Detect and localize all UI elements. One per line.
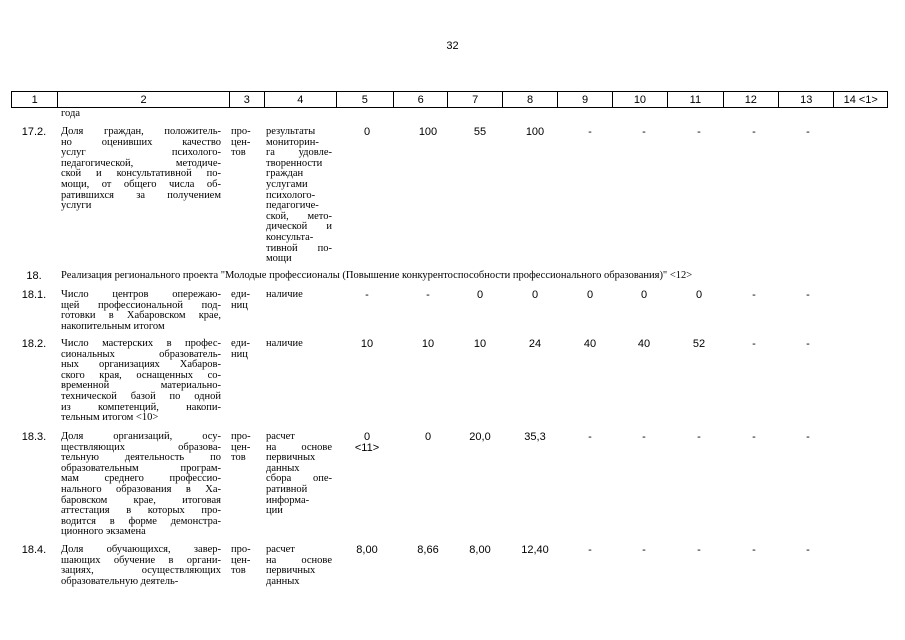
row-number: 18.2.: [21, 338, 47, 350]
value-cell: -: [697, 544, 701, 556]
method: [266, 339, 332, 350]
indicator-name: [61, 432, 221, 538]
cell-line: тов: [231, 147, 246, 159]
value-cell: -: [365, 289, 369, 301]
cell-line: мощи, от общего числа об-: [61, 178, 221, 190]
col-header: 3: [229, 92, 264, 108]
col-header: 2: [58, 92, 229, 108]
col-header: 11: [668, 92, 723, 108]
continuation-text: года: [61, 108, 80, 119]
cell-line: зациях, осуществляющих: [61, 565, 221, 577]
unit: [231, 127, 257, 159]
table-header-row: [11, 91, 888, 108]
cell-line: про-: [231, 126, 251, 137]
col-header: 7: [448, 92, 502, 108]
cell-line: готовки в Хабаровском крае,: [61, 310, 221, 322]
row-number: 18.1.: [21, 289, 47, 301]
value-cell: -: [806, 338, 810, 350]
cell-line: расчет: [266, 544, 295, 555]
col-header: 13: [779, 92, 834, 108]
value-cell: 0 <11>: [354, 431, 380, 454]
cell-line: еди-: [231, 338, 250, 349]
cell-line: ществляющих образова-: [61, 441, 221, 453]
method: [266, 290, 332, 301]
cell-line: мониторин-: [266, 136, 319, 148]
value-cell: 40: [583, 338, 597, 350]
value-cell: 0: [586, 289, 594, 301]
cell-line: про-: [231, 544, 251, 555]
value-cell: -: [697, 126, 701, 138]
value-cell: -: [588, 544, 592, 556]
cell-line: из компетенций, накопи-: [61, 401, 221, 413]
value-cell: -: [588, 431, 592, 443]
cell-line: первичных: [266, 565, 316, 577]
cell-line: ского края, оснащенных со-: [61, 369, 221, 381]
cell-line: данных: [266, 575, 300, 587]
cell-line: мощи: [266, 253, 292, 265]
value-cell: 0: [531, 289, 539, 301]
cell-line: услугами: [266, 178, 308, 190]
cell-line: наличие: [266, 338, 303, 349]
cell-line: тов: [231, 565, 246, 577]
unit: [231, 545, 257, 577]
value-cell: 20,0: [469, 431, 491, 443]
row-number: 18.4.: [21, 544, 47, 556]
cell-line: цен-: [231, 136, 251, 148]
value-cell: 10: [360, 338, 374, 350]
value-cell: -: [752, 289, 756, 301]
cell-line: аттестация в которых про-: [61, 505, 221, 517]
cell-line: цен-: [231, 441, 251, 453]
cell-line: информа-: [266, 494, 310, 506]
cell-line: результаты: [266, 126, 316, 137]
col-header: 9: [558, 92, 612, 108]
cell-line: шающих обучение в органи-: [61, 554, 221, 566]
col-header: 8: [502, 92, 557, 108]
value-cell: 12,40: [521, 544, 549, 556]
value-cell: -: [752, 126, 756, 138]
unit: [231, 339, 257, 360]
value-cell: 100: [418, 126, 438, 138]
cell-line: психолого-: [266, 189, 316, 201]
cell-line: ных организациях Хабаров-: [61, 359, 221, 371]
cell-line: педагогиче-: [266, 200, 319, 212]
cell-line: Число мастерских в профес-: [61, 338, 221, 349]
cell-line: цен-: [231, 554, 251, 566]
indicator-name: [61, 545, 221, 587]
cell-line: временной материально-: [61, 380, 221, 392]
unit: [231, 290, 257, 311]
cell-line: ционного экзамена: [61, 526, 146, 538]
indicator-name: [61, 127, 221, 212]
value-cell: -: [426, 289, 430, 301]
value-cell: -: [752, 431, 756, 443]
value-cell: 52: [692, 338, 706, 350]
cell-line: Доля обучающихся, завер-: [61, 544, 221, 555]
value-cell: 40: [637, 338, 651, 350]
cell-line: тов: [231, 452, 246, 464]
value-cell: 0: [640, 289, 648, 301]
value-cell: 35,3: [524, 431, 546, 443]
cell-line: Доля организаций, осу-: [61, 431, 221, 442]
method: [266, 127, 332, 265]
row-number: 18.3.: [21, 431, 47, 443]
value-cell: 0: [363, 126, 371, 138]
value-cell: 0: [695, 289, 703, 301]
cell-line: Доля граждан, положитель-: [61, 126, 221, 137]
cell-line: образовательную деятель-: [61, 575, 179, 587]
cell-line: ративной: [266, 483, 308, 495]
cell-line: га удовле-: [266, 147, 332, 159]
row-number: 17.2.: [21, 126, 47, 138]
cell-line: Число центров опережаю-: [61, 289, 221, 300]
value-cell: 55: [473, 126, 487, 138]
indicator-name: [61, 290, 221, 332]
value-cell: 24: [528, 338, 542, 350]
col-header: 14 <1>: [834, 92, 888, 108]
value-cell: 0: [424, 431, 432, 443]
value-cell: -: [806, 544, 810, 556]
cell-line: тельную деятельность по: [61, 452, 221, 464]
value-cell: 100: [525, 126, 545, 138]
cell-line: данных: [266, 462, 300, 474]
cell-line: сбора опе-: [266, 473, 332, 485]
cell-line: тивной по-: [266, 242, 332, 254]
cell-line: услуги: [61, 200, 92, 212]
cell-line: водится в форме демонстра-: [61, 515, 221, 527]
method: [266, 432, 332, 517]
value-cell: -: [697, 431, 701, 443]
cell-line: еди-: [231, 289, 250, 300]
cell-line: баровском крае, итоговая: [61, 494, 221, 506]
value-cell: 8,00: [469, 544, 491, 556]
value-cell: -: [588, 126, 592, 138]
page-number: 32: [446, 40, 459, 52]
indicator-name: [61, 339, 221, 424]
value-cell: 8,66: [417, 544, 439, 556]
method: [266, 545, 332, 587]
value-cell: -: [806, 126, 810, 138]
value-cell: -: [642, 431, 646, 443]
cell-line: нального образования в Ха-: [61, 483, 221, 495]
value-cell: -: [642, 126, 646, 138]
cell-line: первичных: [266, 452, 316, 464]
cell-line: ниц: [231, 299, 248, 311]
cell-line: но оценивших качество: [61, 136, 221, 148]
cell-line: ции: [266, 505, 283, 517]
cell-line: технической базой по одной: [61, 390, 221, 402]
value-cell: -: [806, 289, 810, 301]
cell-line: творенности: [266, 157, 323, 169]
col-header: 12: [723, 92, 778, 108]
section-title: Реализация регионального проекта "Молодые профессионалы (Повышение конкурентоспособности профессионального образования)" <12>: [61, 270, 693, 281]
cell-line: ской и консультативной по-: [61, 168, 221, 180]
value-cell: -: [806, 431, 810, 443]
value-cell: -: [642, 544, 646, 556]
cell-line: ратившихся за получением: [61, 189, 221, 201]
col-header: 10: [612, 92, 667, 108]
cell-line: граждан: [266, 168, 304, 180]
value-cell: 0: [476, 289, 484, 301]
col-header: 6: [394, 92, 448, 108]
cell-line: ской, мето-: [266, 210, 332, 222]
value-cell: 10: [473, 338, 487, 350]
cell-line: образовательным програм-: [61, 462, 221, 474]
col-header: 4: [265, 92, 337, 108]
col-header: 5: [336, 92, 393, 108]
cell-line: мам среднего профессио-: [61, 473, 221, 485]
cell-line: на основе: [266, 441, 332, 453]
cell-line: щей профессиональной под-: [61, 299, 221, 311]
cell-line: расчет: [266, 431, 295, 442]
unit: [231, 432, 257, 464]
cell-line: консульта-: [266, 231, 314, 243]
row-number: 18.: [26, 270, 42, 282]
col-header: 1: [12, 92, 58, 108]
cell-line: наличие: [266, 289, 303, 300]
cell-line: дической и: [266, 221, 332, 233]
cell-line: ниц: [231, 348, 248, 360]
cell-line: на основе: [266, 554, 332, 566]
value-cell: 10: [421, 338, 435, 350]
cell-line: тельным итогом <10>: [61, 412, 159, 424]
cell-line: сиональных образователь-: [61, 348, 221, 360]
value-cell: -: [752, 338, 756, 350]
cell-line: накопительным итогом: [61, 320, 165, 332]
cell-line: услуг психолого-: [61, 147, 221, 159]
value-cell: -: [752, 544, 756, 556]
value-cell: 8,00: [356, 544, 378, 556]
cell-line: педагогической, методиче-: [61, 157, 221, 169]
cell-line: про-: [231, 431, 251, 442]
